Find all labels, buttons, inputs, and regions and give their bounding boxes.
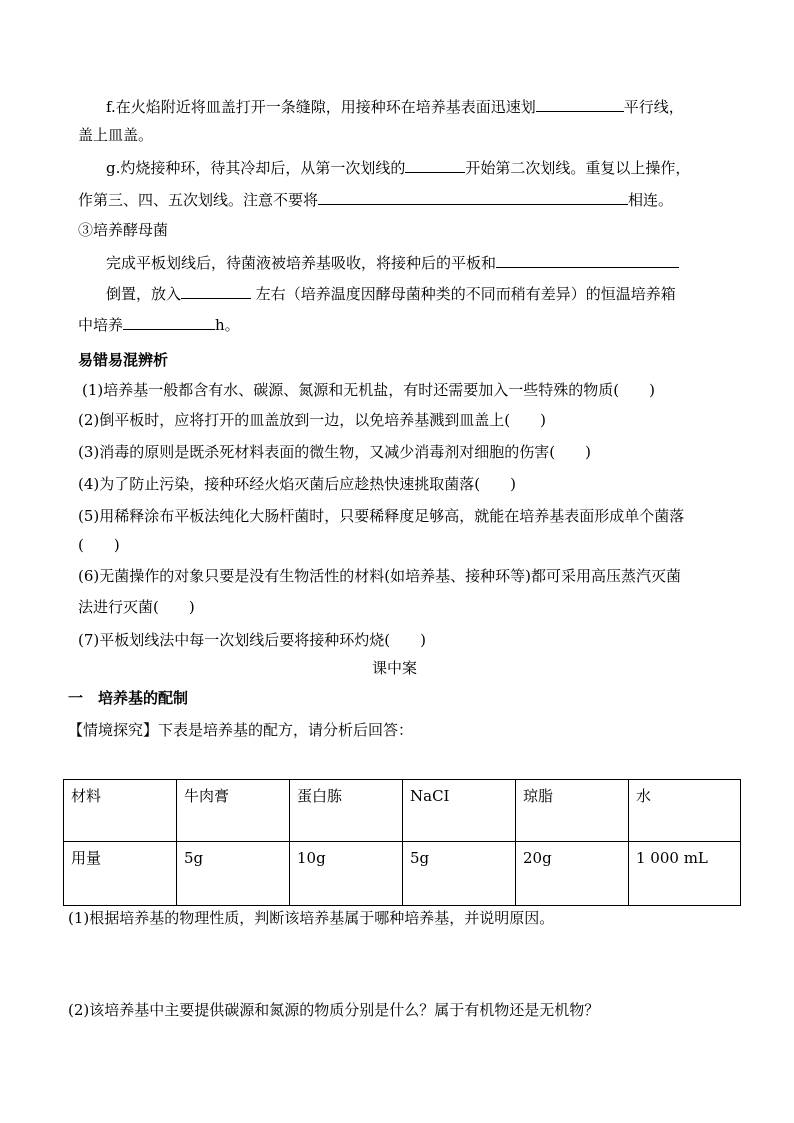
error-item-1: (1)培养基一般都含有水、碳源、氮源和无机盐，有时还需要加入一些特殊的物质( ) [82,381,655,399]
table-cell: NaCI [403,780,516,842]
error-item-4: (4)为了防止污染，接种环经火焰灭菌后应趁热快速挑取菌落( ) [78,475,516,493]
yeast-text2: 倒置，放入 [106,285,182,303]
section-heading: 一 培养基的配制 [68,689,189,707]
table-cell: 材料 [64,780,177,842]
class-title: 课中案 [372,659,418,677]
answer-blank[interactable] [181,282,251,299]
errors-heading: 易错易混辨析 [78,351,169,369]
step-g-line2 [78,188,673,211]
error-item-5: (5)用稀释涂布平板法纯化大肠杆菌时，只要稀释度足够高，就能在培养基表面形成单个菌落 [78,507,685,525]
table-header-row [64,780,741,842]
step-g-line1 [106,156,690,179]
answer-blank[interactable] [123,313,215,330]
error-item-6: (6)无菌操作的对象只要是没有生物活性的材料(如培养基、接种环等)都可采用高压蒸汽灭菌 [78,567,681,585]
yeast-line3 [78,313,240,336]
answer-blank[interactable] [318,188,628,205]
step-g-text2-end: 相连。 [628,191,674,209]
error-item-3: (3)消毒的原则是既杀死材料表面的微生物，又减少消毒剂对细胞的伤害( ) [78,443,591,461]
table-cell: 10g [290,842,403,906]
yeast-heading: ③培养酵母菌 [78,221,169,239]
table-cell: 1 000 mL [629,842,741,906]
question-1: (1)根据培养基的物理性质，判断该培养基属于哪种培养基，并说明原因。 [68,909,555,927]
step-f-text-end: 平行线， [623,98,684,116]
step-f-line1 [106,95,684,118]
error-item-7: (7)平板划线法中每一次划线后要将接种环灼烧( ) [78,631,426,649]
recipe-table [63,779,741,906]
yeast-text3: 中培养 [78,316,124,334]
error-item-5-cont: ( ) [78,536,120,554]
yeast-line1 [106,251,679,274]
question-2: (2)该培养基中主要提供碳源和氮源的物质分别是什么？属于有机物还是无机物？ [68,1001,600,1019]
section-intro: 【情境探究】下表是培养基的配方，请分析后回答： [68,721,414,739]
table-cell: 5g [177,842,290,906]
table-cell: 5g [403,842,516,906]
error-item-2: (2)倒平板时，应将打开的皿盖放到一边，以免培养基溅到皿盖上( ) [78,411,546,429]
table-cell: 水 [629,780,741,842]
table-cell: 20g [516,842,629,906]
yeast-text2-end: 左右（培养温度因酵母菌种类的不同而稍有差异）的恒温培养箱 [251,285,676,303]
step-f-line2: 盖上皿盖。 [78,126,154,144]
yeast-text1: 完成平板划线后，待菌液被培养基吸收，将接种后的平板和 [106,254,497,272]
step-g-text: g.灼烧接种环，待其冷却后，从第一次划线的 [106,159,406,177]
error-item-6-cont: 法进行灭菌( ) [78,598,195,616]
table-cell: 蛋白胨 [290,780,403,842]
answer-blank[interactable] [536,95,624,112]
step-g-text-end: 开始第二次划线。重复以上操作， [465,159,691,177]
table-cell: 牛肉膏 [177,780,290,842]
step-f-text: f.在火焰附近将皿盖打开一条缝隙，用接种环在培养基表面迅速划 [106,98,536,116]
table-cell: 用量 [64,842,177,906]
table-cell: 琼脂 [516,780,629,842]
step-g-text2: 作第三、四、五次划线。注意不要将 [78,191,319,209]
yeast-text3-end: h。 [215,316,240,334]
answer-blank[interactable] [496,251,679,268]
yeast-line2 [106,282,676,305]
table-row [64,842,741,906]
answer-blank[interactable] [405,156,465,173]
